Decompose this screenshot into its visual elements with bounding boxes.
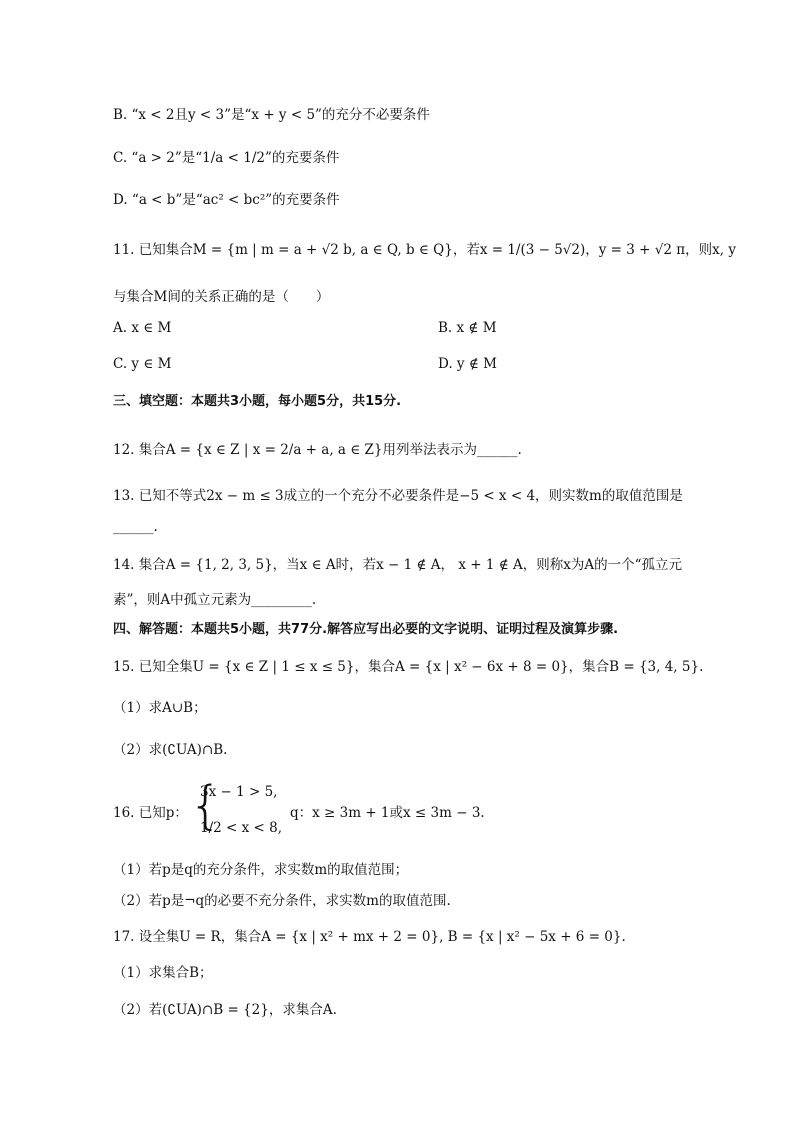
option-d: D. “a < b”是“ac² < bc²”的充要条件 [113,192,340,208]
section-4-heading: 四、解答题：本题共5小题，共77分.解答应写出必要的文字说明、证明过程及演算步骤. [113,622,619,637]
question-15-part-2: （2）求(∁UA)∩B. [113,742,228,758]
question-17-part-2: （2）若(∁UA)∩B = {2}，求集合A. [113,1002,337,1018]
question-11-option-c: C. y ∈ M [113,356,172,372]
question-15: 15. 已知全集U = {x ∈ Z | 1 ≤ x ≤ 5}，集合A = {x | x² − 6x + 8 = 0}，集合B = {3, 4, 5}. [113,659,704,675]
question-16-prefix: 16. 已知p： [113,805,188,821]
question-16-system-line-1: 3x − 1 > 5, [200,784,278,800]
section-3-heading: 三、填空题：本题共3小题，每小题5分，共15分. [113,394,402,409]
question-13-blank: ______. [113,519,158,535]
question-16-suffix: q：x ≥ 3m + 1或x ≤ 3m − 3. [290,805,485,821]
question-13: 13. 已知不等式2x − m ≤ 3成立的一个充分不必要条件是−5 < x < 4，则实数m的取值范围是 [113,488,683,504]
question-15-part-1: （1）求A∪B； [113,700,207,716]
question-12: 12. 集合A = {x ∈ Z | x = 2/a + a, a ∈ Z}用列举法表示为______. [113,442,522,458]
brace-icon: { [189,776,223,836]
question-11-stem: 11. 已知集合M = {m | m = a + √2 b, a ∈ Q, b ∈ Q}，若x = 1/(3 − 5√2)，y = 3 + √2 π，则x, y [113,242,736,258]
option-c: C. “a > 2”是“1/a < 1/2”的充要条件 [113,150,340,166]
question-11-option-d: D. y ∉ M [438,356,497,372]
question-17-part-1: （1）求集合B； [113,965,213,981]
question-16-system-line-2: 1/2 < x < 8, [200,820,283,836]
question-11-stem-cont: 与集合M间的关系正确的是（ ） [113,289,330,305]
question-16-part-1: （1）若p是q的充分条件，求实数m的取值范围； [113,862,409,878]
question-14-cont: 素”，则A中孤立元素为_________. [113,592,317,608]
question-16-part-2: （2）若p是¬q的必要不充分条件，求实数m的取值范围. [113,893,451,909]
question-14: 14. 集合A = {1, 2, 3, 5}，当x ∈ A时，若x − 1 ∉ A， x + 1 ∉ A，则称x为A的一个“孤立元 [113,557,683,573]
question-11-option-a: A. x ∈ M [113,320,172,336]
question-11-option-b: B. x ∉ M [438,320,497,336]
option-b: B. “x < 2且y < 3”是“x + y < 5”的充分不必要条件 [113,107,430,123]
question-17: 17. 设全集U = R，集合A = {x | x² + mx + 2 = 0}, B = {x | x² − 5x + 6 = 0}. [113,929,626,945]
